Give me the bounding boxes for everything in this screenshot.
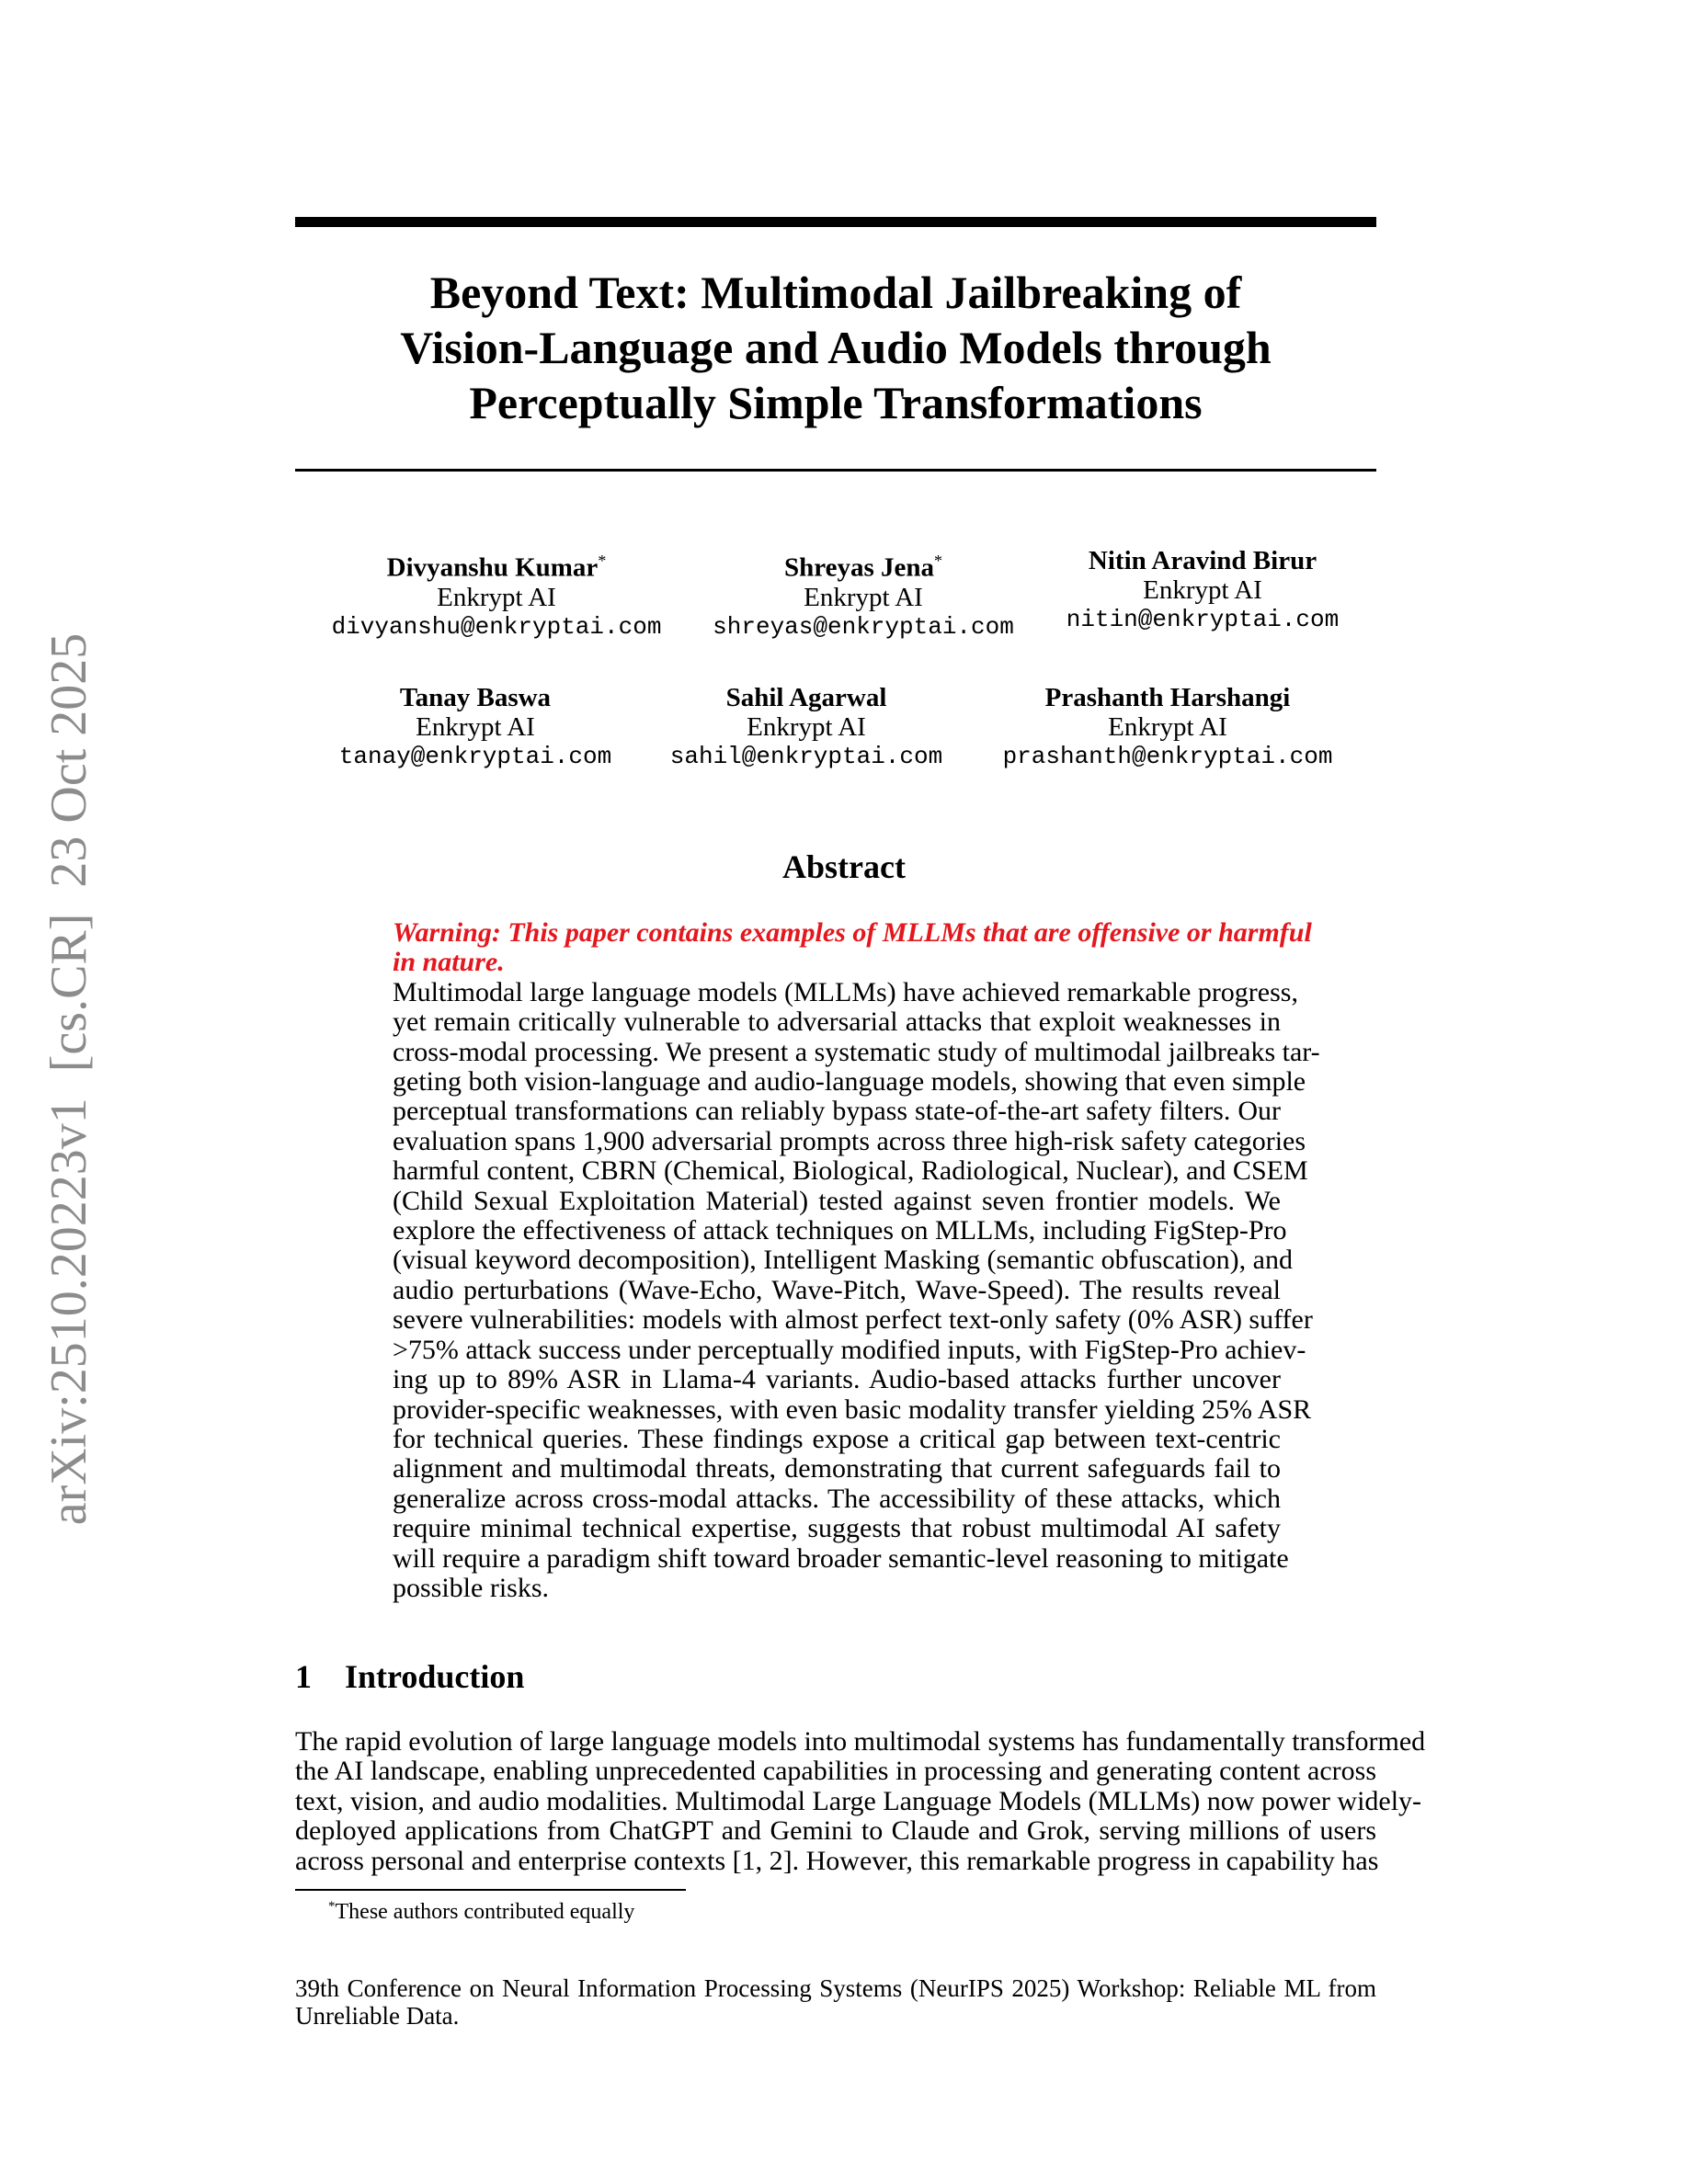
author-email[interactable]: prashanth@enkryptai.com	[1002, 743, 1333, 770]
text-line: cross-modal processing. We present a systematic study of multimodal jailbreaks tar-	[393, 1036, 1320, 1067]
text-line: perceptual transformations can reliably bypass state-of-the-art safety filters. Our	[393, 1096, 1281, 1127]
author-block	[975, 683, 1361, 771]
footnote-mark: *	[328, 1899, 336, 1914]
abstract-text	[393, 976, 1320, 1604]
text-line: for technical queries. These findings expose a critical gap between text-centric	[393, 1423, 1281, 1454]
text-line: the AI landscape, enabling unprecedented capabilities in processing and generating content across	[295, 1756, 1376, 1787]
text-line: audio perturbations (Wave-Echo, Wave-Pitch, Wave-Speed). The results reveal	[393, 1274, 1281, 1305]
equal-contribution-mark: *	[934, 552, 942, 570]
section-heading	[295, 1657, 524, 1696]
text-line: severe vulnerabilities: models with almost perfect text-only safety (0% ASR) suffer	[393, 1304, 1313, 1336]
author-block	[670, 546, 1056, 642]
introduction-text	[295, 1726, 1426, 1876]
author-name: Shreyas Jena	[783, 552, 934, 583]
arxiv-side-stamp: arXiv:2510.20223v1 [cs.CR] 23 Oct 2025	[40, 632, 97, 1526]
text-line: generalize across cross-modal attacks. The accessibility of these attacks, which	[393, 1483, 1281, 1514]
author-email[interactable]: shreyas@enkryptai.com	[713, 612, 1014, 641]
author-name: Nitin Aravind Birur	[1088, 546, 1317, 575]
author-block	[303, 546, 690, 642]
text-line: explore the effectiveness of attack techniques on MLLMs, including FigStep-Pro	[393, 1215, 1287, 1246]
title-line: Perceptually Simple Transformations	[469, 377, 1203, 428]
author-affiliation: Enkrypt AI	[747, 712, 866, 742]
warning-line: Warning: This paper contains examples of MLLMs that are offensive or harmful	[393, 917, 1312, 948]
text-line: (Child Sexual Exploitation Material) tested against seven frontier models. We	[393, 1185, 1281, 1216]
author-affiliation: Enkrypt AI	[437, 582, 556, 612]
text-line: across personal and enterprise contexts [1, 2]. However, this remarkable progress in capability has	[295, 1845, 1379, 1876]
text-line: Multimodal large language models (MLLMs) have achieved remarkable progress,	[393, 976, 1298, 1007]
text-line: geting both vision-language and audio-language models, showing that even simple	[393, 1066, 1306, 1098]
author-email[interactable]: nitin@enkryptai.com	[1066, 606, 1340, 633]
author-email[interactable]: tanay@enkryptai.com	[338, 743, 612, 770]
paper-title	[295, 265, 1376, 430]
title-bottom-rule	[295, 469, 1376, 472]
author-affiliation: Enkrypt AI	[416, 712, 535, 742]
text-line: possible risks.	[393, 1572, 550, 1603]
text-line: provider-specific weaknesses, with even basic modality transfer yielding 25% ASR	[393, 1393, 1312, 1425]
author-name: Prashanth Harshangi	[1044, 683, 1291, 712]
author-email[interactable]: sahil@enkryptai.com	[669, 743, 943, 770]
author-affiliation: Enkrypt AI	[804, 582, 923, 612]
author-name: Tanay Baswa	[399, 683, 552, 712]
author-affiliation: Enkrypt AI	[1108, 712, 1227, 742]
section-number: 1	[295, 1658, 312, 1695]
footnote-rule	[295, 1889, 686, 1891]
text-line: >75% attack success under perceptually modified inputs, with FigStep-Pro achiev-	[393, 1334, 1306, 1365]
venue-line: Unreliable Data.	[295, 2002, 460, 2030]
abstract-heading: Abstract	[782, 848, 906, 885]
text-line: deployed applications from ChatGPT and Gemini to Claude and Grok, serving millions of users	[295, 1815, 1376, 1847]
text-line: (visual keyword decomposition), Intelligent Masking (semantic obfuscation), and	[393, 1245, 1293, 1276]
text-line: evaluation spans 1,900 adversarial prompts across three high-risk safety categories	[393, 1125, 1306, 1156]
venue-note	[295, 1974, 1376, 2030]
footnote-text: These authors contributed equally	[335, 1900, 635, 1924]
section-title: Introduction	[345, 1658, 525, 1695]
author-block	[282, 683, 668, 771]
text-line: will require a paradigm shift toward broader semantic-level reasoning to mitigate	[393, 1542, 1289, 1574]
venue-line: 39th Conference on Neural Information Processing Systems (NeurIPS 2025) Workshop: Reliable ML from	[295, 1974, 1376, 2002]
author-affiliation: Enkrypt AI	[1143, 575, 1262, 605]
text-line: yet remain critically vulnerable to adversarial attacks that exploit weaknesses in	[393, 1007, 1281, 1038]
author-name: Divyanshu Kumar	[386, 552, 599, 583]
warning-line: in nature.	[393, 947, 505, 978]
author-block	[1009, 546, 1396, 634]
author-email[interactable]: divyanshu@enkryptai.com	[331, 612, 662, 641]
title-line: Vision-Language and Audio Models through	[400, 322, 1272, 373]
author-name: Sahil Agarwal	[725, 683, 887, 712]
text-line: text, vision, and audio modalities. Multimodal Large Language Models (MLLMs) now power widely-	[295, 1785, 1422, 1816]
text-line: require minimal technical expertise, suggests that robust multimodal AI safety	[393, 1513, 1281, 1544]
title-line: Beyond Text: Multimodal Jailbreaking of	[429, 267, 1242, 318]
text-line: harmful content, CBRN (Chemical, Biological, Radiological, Nuclear), and CSEM	[393, 1155, 1308, 1187]
abstract-body	[393, 917, 1320, 1603]
text-line: alignment and multimodal threats, demonstrating that current safeguards fail to	[393, 1453, 1281, 1484]
equal-contribution-mark: *	[598, 552, 607, 570]
footnote	[328, 1899, 634, 1925]
title-top-rule	[295, 217, 1376, 227]
text-line: ing up to 89% ASR in Llama-4 variants. Audio-based attacks further uncover	[393, 1364, 1281, 1395]
author-block	[613, 683, 999, 771]
text-line: The rapid evolution of large language models into multimodal systems has fundamentally transformed	[295, 1726, 1426, 1757]
